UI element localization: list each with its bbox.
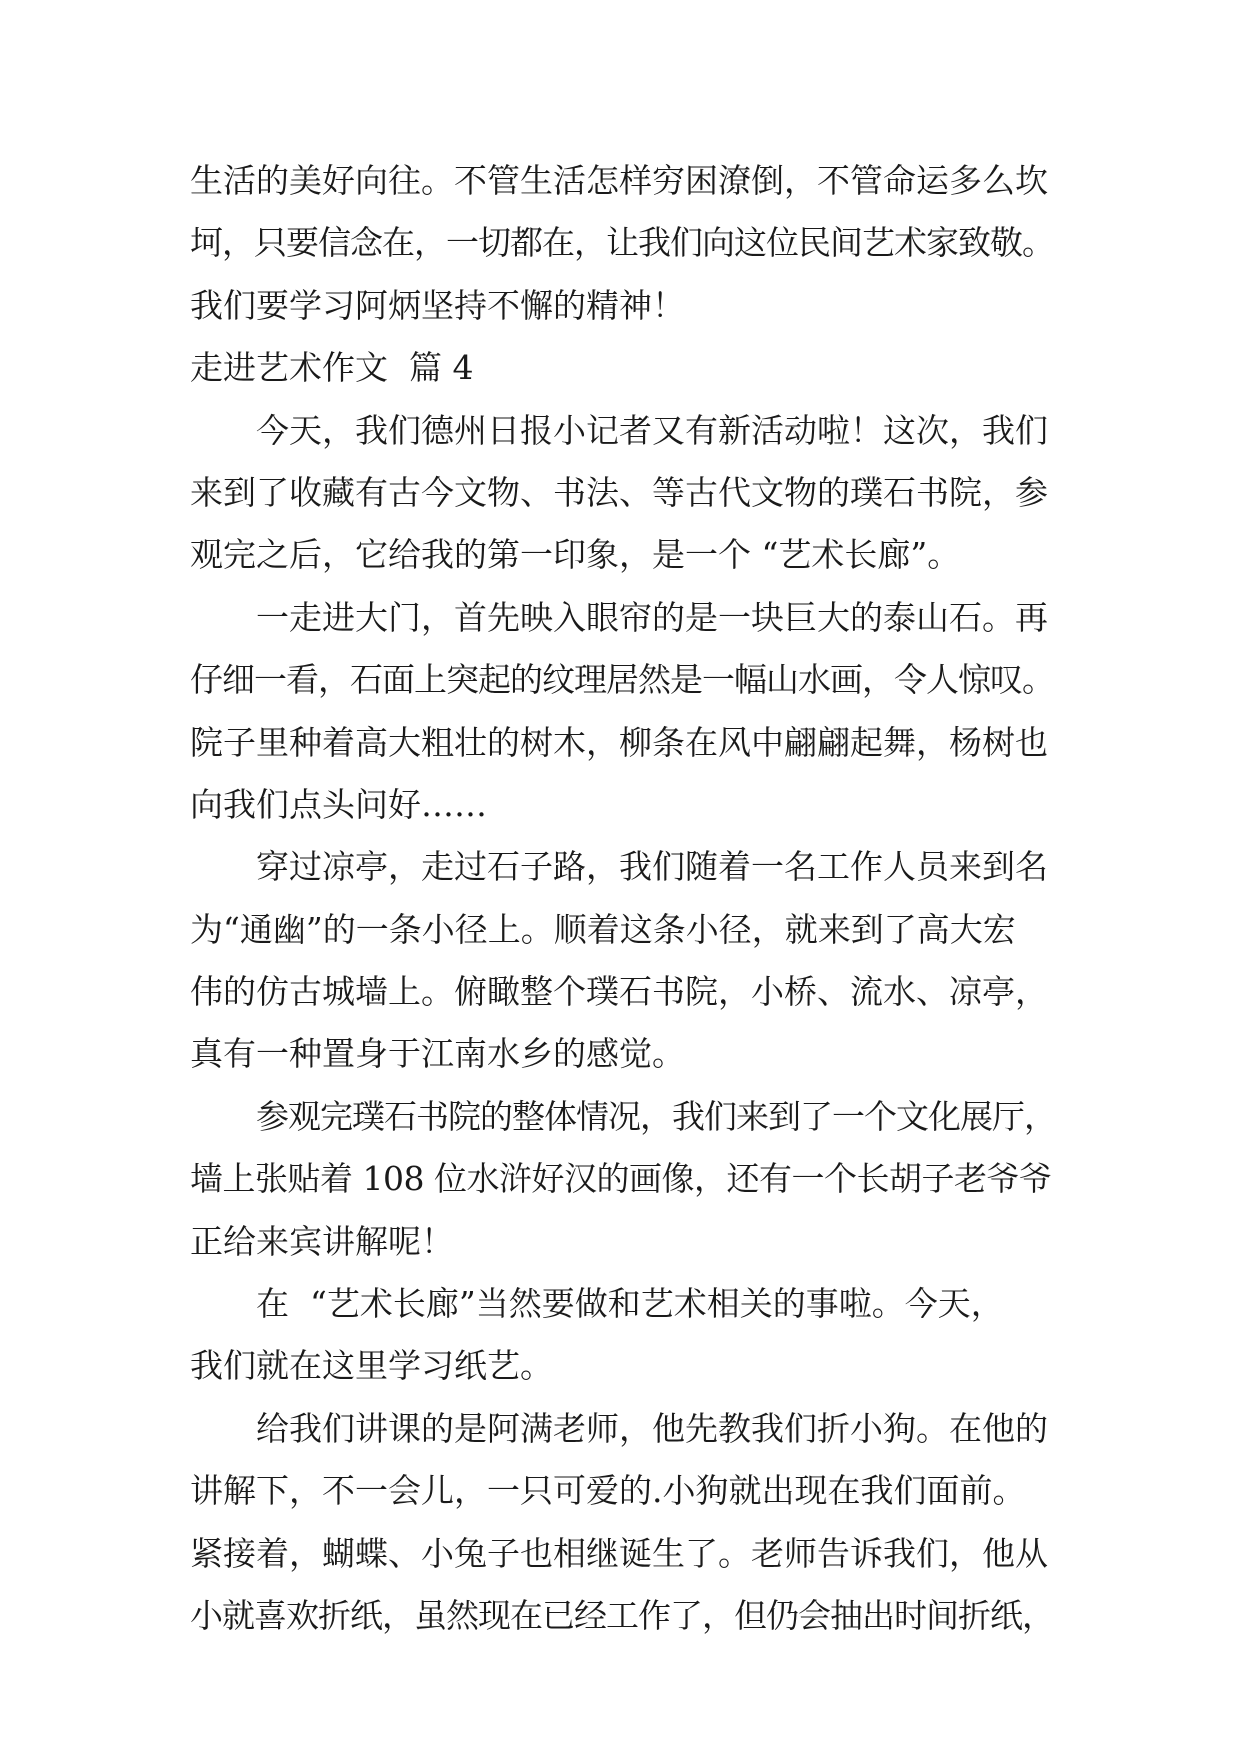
text-line: 来到了收藏有古今文物、书法、等古代文物的璞石书院，参: [190, 472, 1048, 512]
text-line: 我们就在这里学习纸艺。: [190, 1346, 553, 1386]
text-line: 墙上张贴着 108 位水浒好汉的画像，还有一个长胡子老爷爷: [190, 1159, 1052, 1199]
text-line: 仔细一看，石面上突起的纹理居然是一幅山水画，令人惊叹。: [190, 660, 1054, 700]
text-line: 穿过凉亭，走过石子路，我们随着一名工作人员来到名: [256, 847, 1048, 887]
paragraph: [190, 150, 1060, 337]
text-line: 为“通幽”的一条小径上。顺着这条小径，就来到了高大宏: [190, 909, 1016, 949]
paragraph: [190, 1398, 1060, 1648]
text-line: 生活的美好向往。不管生活怎样穷困潦倒，不管命运多么坎: [190, 161, 1048, 200]
paragraph: [190, 1086, 1060, 1273]
text-line: 小就喜欢折纸，虽然现在已经工作了，但仍会抽出时间折纸，: [190, 1595, 1054, 1635]
text-line: 紧接着，蝴蝶、小兔子也相继诞生了。老师告诉我们，他从: [190, 1533, 1048, 1573]
text-line: 讲解下，不一会儿，一只可爱的.小狗就出现在我们面前。: [190, 1471, 1026, 1511]
heading-line: 走进艺术作文 篇 4: [190, 348, 474, 388]
text-line: 院子里种着高大粗壮的树木，柳条在风中翩翩起舞，杨树也: [190, 722, 1048, 762]
paragraph: [190, 836, 1060, 1086]
text-line: 一走进大门，首先映入眼帘的是一块巨大的泰山石。再: [256, 597, 1048, 637]
paragraph: [190, 400, 1060, 587]
text-line: 正给来宾讲解呢！: [190, 1221, 454, 1261]
text-line: 真有一种置身于江南水乡的感觉。: [190, 1034, 685, 1074]
section-heading: [190, 337, 1060, 399]
text-line: 伟的仿古城墙上。俯瞰整个璞石书院，小桥、流水、凉亭，: [190, 972, 1048, 1012]
text-line: 观完之后，它给我的第一印象，是一个 “艺术长廊”。: [190, 535, 961, 575]
paragraph: [190, 1273, 1060, 1398]
text-line: 给我们讲课的是阿满老师，他先教我们折小狗。在他的: [256, 1408, 1048, 1448]
document-body: [190, 150, 1060, 1647]
paragraph: [190, 587, 1060, 837]
text-line: 坷，只要信念在，一切都在，让我们向这位民间艺术家致敬。: [190, 223, 1054, 263]
text-line: 我们要学习阿炳坚持不懈的精神！: [190, 285, 685, 325]
text-line: 今天，我们德州日报小记者又有新活动啦！这次，我们: [256, 410, 1048, 450]
text-line: 向我们点头问好……: [190, 784, 487, 824]
text-line: 在 “艺术长廊”当然要做和艺术相关的事啦。今天，: [256, 1284, 1004, 1324]
text-line: 参观完璞石书院的整体情况，我们来到了一个文化展厅，: [256, 1096, 1056, 1136]
